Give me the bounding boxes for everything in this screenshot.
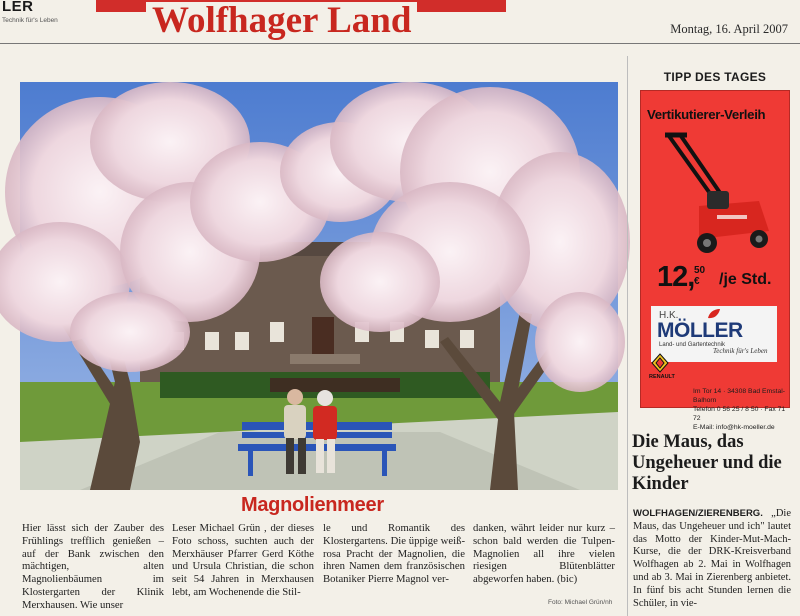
side-article-headline: Die Maus, das Ungeheuer und die Kinder xyxy=(632,432,782,494)
article-column-2: Leser Michael Grün , der dieses Foto schoss, suchten auch der Merxhäuser Pfarrer Gerd Köthe und Ursula Christian, die schon seit 54 Jahren in Merxhausen lebt, am Wochenende die Stil- xyxy=(172,522,314,598)
ad-contact xyxy=(693,387,787,432)
article-column-4: danken, währt leider nur kurz – schon bald werden die Tulpen-Magnolien all ihre vielen riesigen Blütenblätter abgeworfen haben. (bic) xyxy=(473,522,615,586)
renault-logo-icon xyxy=(651,353,669,373)
article-column-1: Hier lässt sich der Zauber des Frühlings trefflich genießen – auf der Bank zwischen den mächtigen, alten Magnolienbäumen im Klostergarten der Klinik Merxhausen. Wie unser xyxy=(22,522,164,611)
logo-text: LER xyxy=(2,0,34,15)
ad-title: Vertikutierer-Verleih xyxy=(647,107,766,122)
side-article-dateline: WOLFHAGEN/ZIERENBERG. xyxy=(633,508,763,519)
ad-phone-line: Telefon 0 56 25 / 8 50 · Fax 71 72 xyxy=(693,406,786,422)
side-article-text: „Die Maus, das Ungeheuer und ich" lautet das Motto der Kinder-Mut-Mach-Kurse, die der DRK-Kreisverband Wolfhagen ab 2. Mai in Wolfhagen und ab 3. Mai in Zierenberg anbietet. In fünf bis acht Stunden lernen die Schüler, in vie- xyxy=(633,508,791,609)
brand-slogan: Technik für's Leben xyxy=(713,347,768,355)
logo-subtitle: Technik für's Leben xyxy=(2,17,58,24)
ad-price-cents: 50 € xyxy=(694,265,706,287)
section-title: Wolfhager Land xyxy=(146,2,417,40)
side-article-body xyxy=(633,508,791,610)
column-divider xyxy=(627,56,628,616)
header-divider xyxy=(0,43,800,44)
brand-name: MÖLLER xyxy=(657,319,743,342)
moeller-logo xyxy=(651,306,777,362)
ad-price-unit: /je Std. xyxy=(719,271,772,288)
lawn-scaffolder-icon xyxy=(659,131,777,261)
newspaper-logo xyxy=(0,0,72,40)
photo-credit: Foto: Michael Grün/nh xyxy=(548,599,613,606)
article-photo xyxy=(20,82,618,490)
brand-prefix: H.K. xyxy=(659,310,679,321)
partner-brand: RENAULT xyxy=(649,374,675,380)
issue-date: Montag, 16. April 2007 xyxy=(670,22,788,36)
ad-address-line: Im Tor 14 · 34308 Bad Emstal-Balhorn xyxy=(693,388,786,404)
ad-price: 12, xyxy=(657,261,695,293)
article-column-3: le und Romantik des Klostergartens. Die üppige weiß-rosa Pracht der Magnolien, die ihren Namen dem französischen Botaniker Pierre Magnol ver- xyxy=(323,522,465,586)
brand-subtitle: Land- und Gartentechnik xyxy=(659,342,726,348)
tipp-des-tages-title: TIPP DES TAGES xyxy=(663,70,767,84)
ad-email-line: E-Mail: info@hk-moeller.de xyxy=(693,424,775,431)
article-headline: Magnolienmeer xyxy=(241,494,384,516)
advertisement xyxy=(640,90,790,431)
